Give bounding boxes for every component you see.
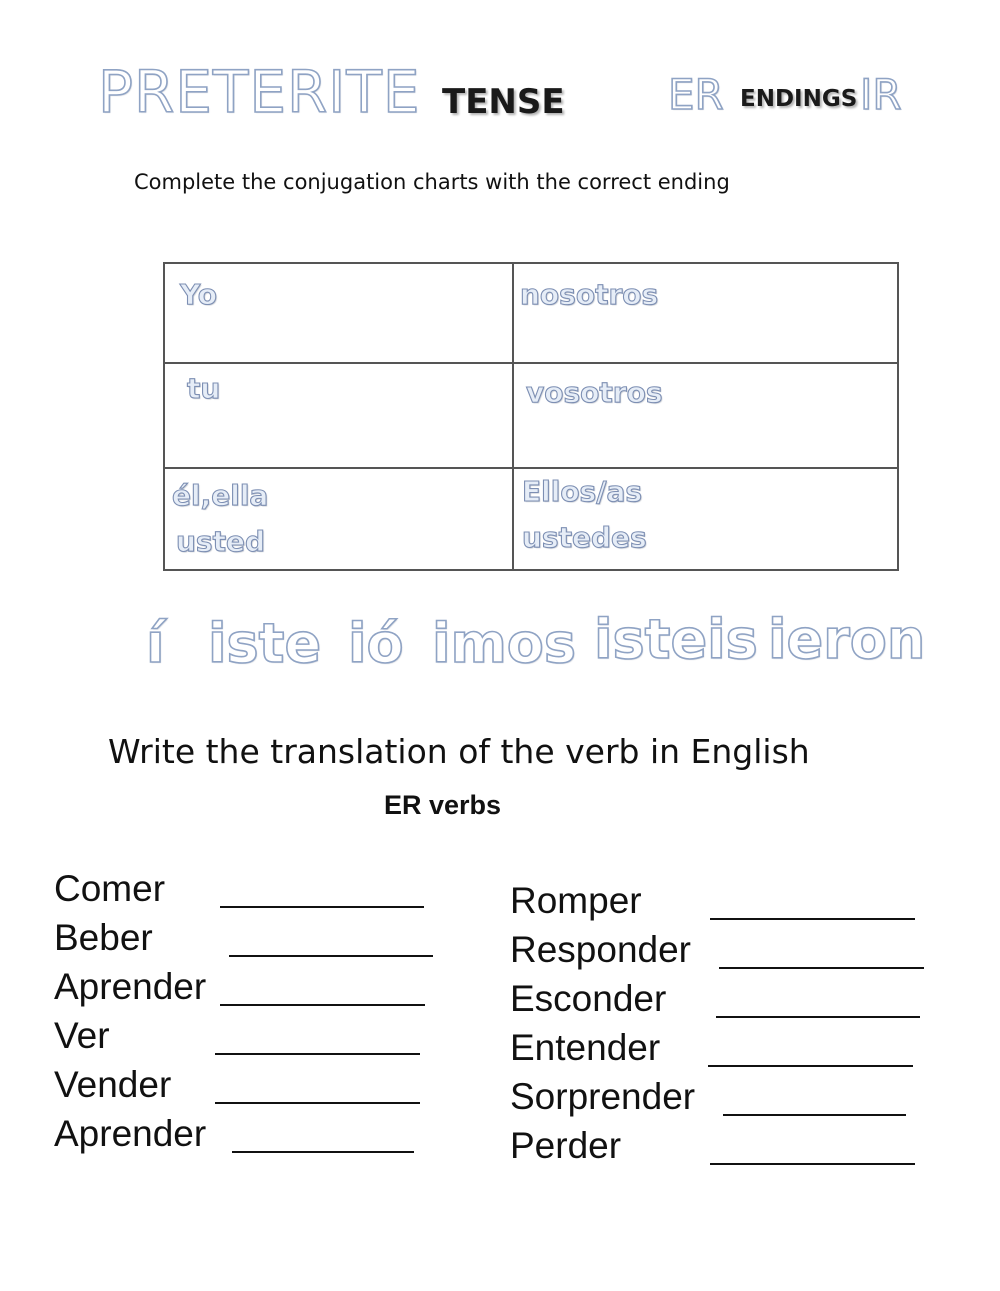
verb-right-3: Entender [510,1027,661,1068]
verb-left-0: Comer [54,868,166,909]
verb-right-1: Responder [510,929,692,970]
answer-blank-left-4[interactable] [215,1102,420,1104]
chart-cell-yo[interactable] [164,263,513,363]
answer-blank-left-2[interactable] [220,1004,425,1006]
answer-blank-left-1[interactable] [229,955,433,957]
verb-left-4: Vender [54,1064,172,1105]
answer-blank-left-5[interactable] [232,1151,414,1153]
ending-io[interactable]: ió [348,612,404,675]
label-er: ER [668,70,724,119]
verb-left-1: Beber [54,917,153,958]
chart-cell-vosotros[interactable] [513,363,898,468]
ending-i[interactable]: í [146,612,165,675]
pronoun-vosotros: vosotros [526,376,663,409]
pronoun-yo: Yo [180,278,217,311]
title-preterite: PRETERITE [98,58,421,126]
ending-isteis[interactable]: isteis [594,608,758,671]
answer-blank-right-4[interactable] [723,1114,906,1116]
answer-blank-left-3[interactable] [215,1053,420,1055]
verb-left-5: Aprender [54,1113,207,1154]
answer-blank-right-5[interactable] [710,1163,915,1165]
pronoun-tu: tu [187,372,221,405]
label-endings: ENDINGS [740,86,858,112]
ending-iste[interactable]: iste [208,612,322,675]
pronoun-el-ella: él,ella [172,479,269,512]
instruction-translate: Write the translation of the verb in English [108,732,810,771]
answer-blank-right-0[interactable] [710,918,915,920]
answer-blank-left-0[interactable] [220,906,424,908]
verb-left-2: Aprender [54,966,207,1007]
chart-cell-nosotros[interactable] [513,263,898,363]
section-title-er-verbs: ER verbs [384,790,502,820]
verb-right-5: Perder [510,1125,622,1166]
pronoun-ustedes: ustedes [522,521,647,554]
chart-cell-tu[interactable] [164,363,513,468]
verb-right-0: Romper [510,880,642,921]
conjugation-chart [163,262,899,571]
answer-blank-right-3[interactable] [708,1065,913,1067]
ending-ieron[interactable]: ieron [768,608,926,671]
answer-blank-right-2[interactable] [716,1016,920,1018]
ending-imos[interactable]: imos [432,612,577,675]
verb-right-4: Sorprender [510,1076,696,1117]
title-tense: TENSE [442,82,565,122]
chart-cell-el-ella-usted[interactable] [164,468,513,570]
pronoun-nosotros: nosotros [520,278,659,311]
verb-left-3: Ver [54,1015,110,1056]
verb-right-2: Esconder [510,978,667,1019]
instruction-complete: Complete the conjugation charts with the correct ending [134,170,730,194]
pronoun-ellos-as: Ellos/as [522,475,643,508]
answer-blank-right-1[interactable] [719,967,924,969]
label-ir: IR [860,70,902,119]
pronoun-usted: usted [176,525,266,558]
chart-cell-ellos-ustedes[interactable] [513,468,898,570]
